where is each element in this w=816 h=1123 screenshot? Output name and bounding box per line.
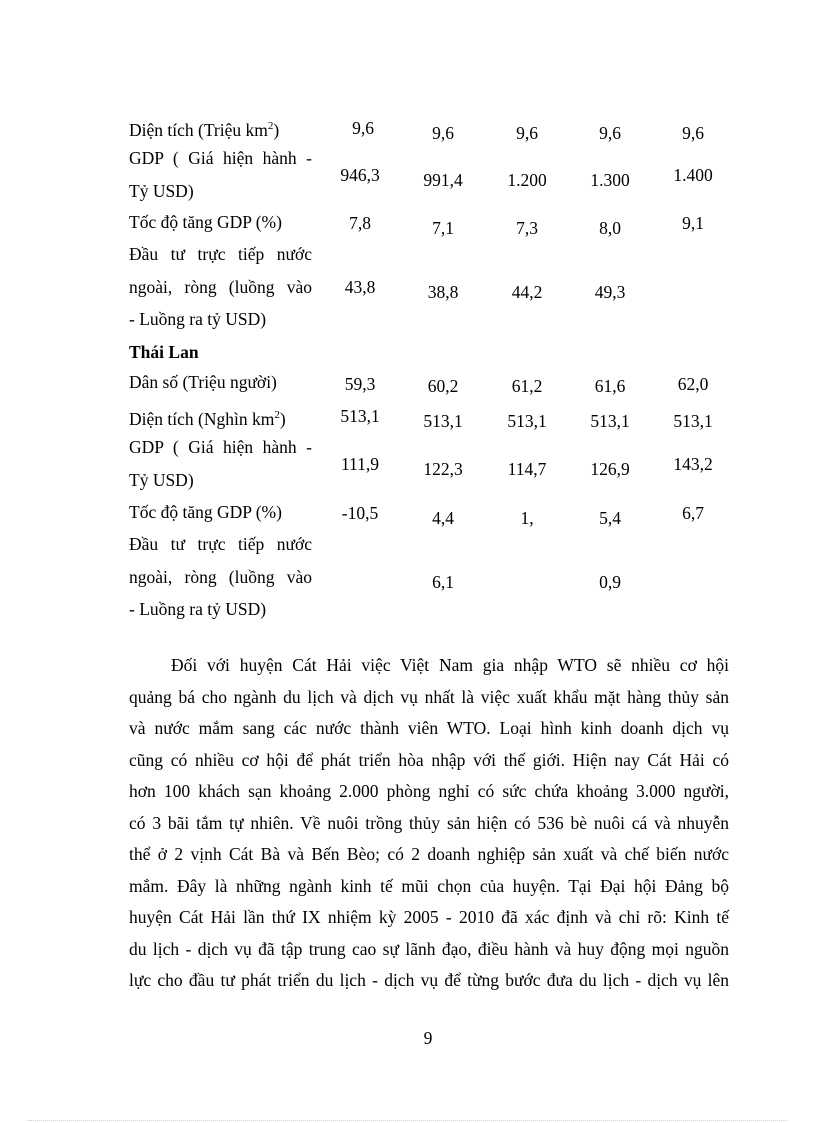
cell: 49,3 xyxy=(594,282,626,302)
cell: 61,6 xyxy=(594,376,626,396)
cell: 60,2 xyxy=(427,376,459,396)
paragraph-line: có 3 bãi tắm tự nhiên. Về nuôi trồng thủy sản hiện có 536 bè nuôi cá và nhuyễn xyxy=(129,812,729,833)
paragraph-line: mắm. Đây là những ngành kinh tế mũi chọn của huyện. Tại Đại hội Đảng bộ xyxy=(129,875,729,896)
cell: 1.200 xyxy=(507,170,547,190)
cell: 59,3 xyxy=(344,374,376,394)
row-growth-label: Tốc độ tăng GDP (%) xyxy=(129,212,282,232)
cell: 7,8 xyxy=(349,213,371,233)
cell: 43,8 xyxy=(344,277,376,297)
cell: 44,2 xyxy=(511,282,543,302)
row-population-label: Dân số (Triệu người) xyxy=(129,372,277,392)
cell: 6,7 xyxy=(682,503,704,523)
cell: 7,1 xyxy=(432,218,454,238)
cell: 5,4 xyxy=(599,508,621,528)
row-area-label: Diện tích (Nghìn $km^2$) xyxy=(129,408,286,429)
cell: 8,0 xyxy=(599,218,621,238)
cell: 0,9 xyxy=(599,572,621,592)
row-area-label: Diện tích (Triệu $km^2$) xyxy=(129,119,280,140)
paragraph-line: hơn 100 khách sạn khoảng 2.000 phòng nghỉ có sức chứa khoảng 3.000 người, xyxy=(129,781,729,801)
cell: -10,5 xyxy=(341,503,379,523)
cell: 1, xyxy=(520,508,534,528)
row-fdi-label: Đầu tư trực tiếp nước ngoài, ròng (luồng vào - Luồng ra tỷ USD) xyxy=(129,534,312,619)
cell: 513,1 xyxy=(507,411,547,431)
cell: 991,4 xyxy=(423,170,463,190)
cell: 9,6 xyxy=(599,123,621,143)
cell: 126,9 xyxy=(590,459,630,479)
row-gdp-label: GDP ( Giá hiện hành - Tỷ USD) xyxy=(129,437,312,490)
cell: 1.400 xyxy=(673,165,713,185)
cell: 62,0 xyxy=(677,374,709,394)
cell: 38,8 xyxy=(427,282,459,302)
cell: 6,1 xyxy=(432,572,454,592)
paragraph-line: quảng bá cho ngành du lịch và dịch vụ nhất là việc xuất khẩu mặt hàng thủy sản xyxy=(129,686,729,707)
paragraph-line: lực cho đầu tư phát triển du lịch - dịch vụ để từng bước đưa du lịch - dịch vụ lên xyxy=(129,970,729,990)
cell: 143,2 xyxy=(673,454,713,474)
cell: 111,9 xyxy=(340,454,380,474)
paragraph-line: cũng có nhiều cơ hội để phát triển hòa nhập với thế giới. Hiện nay Cát Hải có xyxy=(129,749,729,770)
row-growth-label: Tốc độ tăng GDP (%) xyxy=(129,502,282,522)
body-paragraph xyxy=(129,650,729,997)
cell: 114,7 xyxy=(507,459,547,479)
row-gdp-label: GDP ( Giá hiện hành - Tỷ USD) xyxy=(129,148,312,201)
cell: 9,6 xyxy=(432,123,454,143)
cell: 946,3 xyxy=(340,165,380,185)
cell: 4,4 xyxy=(432,508,454,528)
cell: 513,1 xyxy=(340,406,380,426)
section-title: Thái Lan xyxy=(129,342,199,362)
paragraph-line: du lịch - dịch vụ đã tập trung cao sự lãnh đạo, điều hành và huy động mọi nguồn xyxy=(129,938,729,959)
cell: 1.300 xyxy=(590,170,630,190)
cell: 513,1 xyxy=(673,411,713,431)
cell: 513,1 xyxy=(423,411,463,431)
paragraph-line: và nước mắm sang các nước thành viên WTO. Loại hình kinh doanh dịch vụ xyxy=(129,718,729,738)
paragraph-line: Đối với huyện Cát Hải việc Việt Nam gia nhập WTO sẽ nhiều cơ hội xyxy=(171,655,729,675)
paragraph-line: thể ở 2 vịnh Cát Bà và Bến Bèo; có 2 doanh nghiệp sản xuất và chế biến nước xyxy=(129,844,729,864)
page-divider xyxy=(28,1120,788,1121)
cell: 122,3 xyxy=(423,459,463,479)
paragraph-line: huyện Cát Hải lần thứ IX nhiệm kỳ 2005 - 2010 đã xác định và chỉ rõ: Kinh tế xyxy=(129,907,729,927)
cell: 9,6 xyxy=(682,123,704,143)
row-fdi-label: Đầu tư trực tiếp nước ngoài, ròng (luồng vào - Luồng ra tỷ USD) xyxy=(129,244,312,329)
page-number: 9 xyxy=(423,1028,433,1048)
cell: 9,6 xyxy=(516,123,538,143)
cell: 61,2 xyxy=(511,376,543,396)
cell: 7,3 xyxy=(516,218,538,238)
cell: 9,6 xyxy=(352,118,374,138)
cell: 9,1 xyxy=(682,213,704,233)
cell: 513,1 xyxy=(590,411,630,431)
